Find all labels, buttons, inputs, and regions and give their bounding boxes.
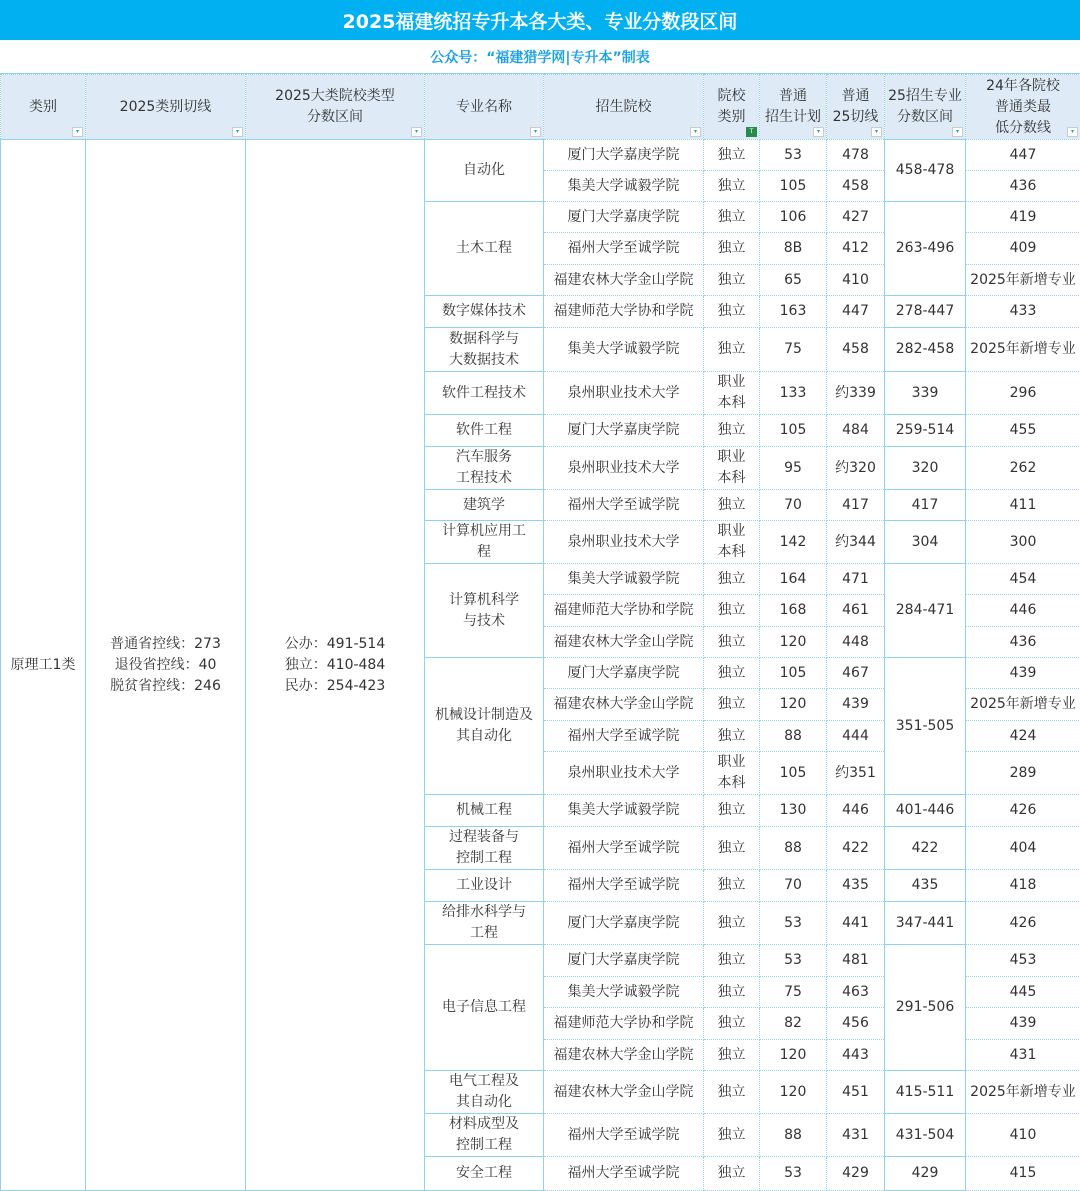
school-type-cell: 独立	[704, 945, 760, 977]
school-cell: 厦门大学嘉庚学院	[544, 658, 704, 689]
plan-count-cell: 106	[760, 202, 827, 233]
column-header-label: 2025大类院校类型 分数区间	[275, 88, 395, 125]
page-title: 2025福建统招专升本各大类、专业分数段区间	[0, 0, 1080, 41]
cutline-25-cell: 约351	[827, 752, 885, 795]
major-range-cell: 422	[885, 827, 966, 870]
min-score-24-cell: 419	[966, 202, 1080, 233]
min-score-24-cell: 296	[966, 372, 1080, 415]
major-range-cell: 339	[885, 372, 966, 415]
school-type-cell: 独立	[704, 233, 760, 265]
plan-count-cell: 163	[760, 296, 827, 328]
school-type-cell: 独立	[704, 689, 760, 721]
major-range-cell: 304	[885, 521, 966, 564]
major-name-cell: 机械工程	[425, 795, 544, 827]
major-name-cell: 安全工程	[425, 1157, 544, 1191]
school-cell: 福建农林大学金山学院	[544, 265, 704, 296]
plan-count-cell: 88	[760, 827, 827, 870]
min-score-24-cell: 424	[966, 721, 1080, 752]
school-cell: 厦门大学嘉庚学院	[544, 945, 704, 977]
plan-count-cell: 53	[760, 902, 827, 945]
major-name-cell: 汽车服务 工程技术	[425, 447, 544, 490]
column-header	[86, 75, 246, 140]
plan-count-cell: 164	[760, 564, 827, 595]
min-score-24-cell: 433	[966, 296, 1080, 328]
filter-dropdown-icon[interactable]: ▾	[1067, 127, 1078, 137]
plan-count-cell: 88	[760, 721, 827, 752]
plan-count-cell: 95	[760, 447, 827, 490]
cutline-25-cell: 约339	[827, 372, 885, 415]
major-range-cell: 278-447	[885, 296, 966, 328]
min-score-24-cell: 436	[966, 171, 1080, 202]
major-name-cell: 自动化	[425, 140, 544, 202]
major-range-cell: 284-471	[885, 564, 966, 658]
score-table	[0, 74, 1080, 1191]
major-name-cell: 电气工程及 其自动化	[425, 1071, 544, 1114]
min-score-24-cell: 2025年新增专业	[966, 1071, 1080, 1114]
school-type-cell: 独立	[704, 721, 760, 752]
school-cell: 福州大学至诚学院	[544, 233, 704, 265]
min-score-24-cell: 453	[966, 945, 1080, 977]
major-name-cell: 数字媒体技术	[425, 296, 544, 328]
school-type-cell: 独立	[704, 795, 760, 827]
min-score-24-cell: 262	[966, 447, 1080, 490]
major-range-cell: 458-478	[885, 140, 966, 202]
column-header	[246, 75, 425, 140]
school-cell: 福州大学至诚学院	[544, 870, 704, 902]
min-score-24-cell: 404	[966, 827, 1080, 870]
plan-count-cell: 70	[760, 870, 827, 902]
major-name-cell: 工业设计	[425, 870, 544, 902]
plan-count-cell: 105	[760, 752, 827, 795]
major-name-cell: 材料成型及 控制工程	[425, 1114, 544, 1157]
plan-count-cell: 75	[760, 328, 827, 372]
major-name-cell: 过程装备与 控制工程	[425, 827, 544, 870]
table-row	[1, 140, 1080, 171]
major-name-cell: 计算机应用工 程	[425, 521, 544, 564]
min-score-24-cell: 2025年新增专业	[966, 689, 1080, 721]
school-cell: 泉州职业技术大学	[544, 521, 704, 564]
school-type-cell: 独立	[704, 1071, 760, 1114]
filter-active-icon[interactable]: T	[746, 127, 757, 137]
major-name-cell: 给排水科学与 工程	[425, 902, 544, 945]
school-type-cell: 独立	[704, 1157, 760, 1191]
major-range-cell: 259-514	[885, 415, 966, 447]
major-range-cell: 435	[885, 870, 966, 902]
column-header-label: 2025类别切线	[120, 99, 212, 115]
cutline-25-cell: 417	[827, 490, 885, 521]
cutline-25-cell: 443	[827, 1040, 885, 1071]
filter-dropdown-icon[interactable]: ▾	[813, 127, 824, 137]
subtitle: 公众号：“福建猎学网|专升本”制表	[0, 41, 1080, 74]
plan-count-cell: 82	[760, 1008, 827, 1040]
school-type-cell: 职业 本科	[704, 447, 760, 490]
school-type-cell: 独立	[704, 202, 760, 233]
column-header-label: 25招生专业 分数区间	[888, 88, 962, 125]
column-header	[885, 75, 966, 140]
plan-count-cell: 120	[760, 1040, 827, 1071]
min-score-24-cell: 439	[966, 658, 1080, 689]
school-cell: 集美大学诚毅学院	[544, 328, 704, 372]
cutline-25-cell: 467	[827, 658, 885, 689]
school-cell: 福建农林大学金山学院	[544, 627, 704, 658]
school-type-cell: 独立	[704, 1008, 760, 1040]
school-type-cell: 职业 本科	[704, 752, 760, 795]
school-type-cell: 独立	[704, 977, 760, 1008]
filter-dropdown-icon[interactable]: ▾	[871, 127, 882, 137]
filter-dropdown-icon[interactable]: ▾	[72, 127, 83, 137]
min-score-24-cell: 411	[966, 490, 1080, 521]
school-type-cell: 独立	[704, 827, 760, 870]
school-type-cell: 独立	[704, 171, 760, 202]
cutline-25-cell: 458	[827, 328, 885, 372]
school-type-cell: 独立	[704, 902, 760, 945]
filter-dropdown-icon[interactable]: ▾	[952, 127, 963, 137]
cutline-25-cell: 456	[827, 1008, 885, 1040]
column-header	[544, 75, 704, 140]
plan-count-cell: 120	[760, 689, 827, 721]
major-range-cell: 417	[885, 490, 966, 521]
cutline-25-cell: 447	[827, 296, 885, 328]
school-type-cell: 独立	[704, 140, 760, 171]
plan-count-cell: 168	[760, 595, 827, 627]
school-cell: 厦门大学嘉庚学院	[544, 902, 704, 945]
major-name-cell: 建筑学	[425, 490, 544, 521]
cutline-25-cell: 478	[827, 140, 885, 171]
plan-count-cell: 75	[760, 977, 827, 1008]
school-cell: 福州大学至诚学院	[544, 1157, 704, 1191]
plan-count-cell: 8B	[760, 233, 827, 265]
school-type-cell: 独立	[704, 595, 760, 627]
major-range-cell: 320	[885, 447, 966, 490]
school-cell: 福州大学至诚学院	[544, 490, 704, 521]
plan-count-cell: 53	[760, 140, 827, 171]
school-type-cell: 独立	[704, 627, 760, 658]
major-name-cell: 机械设计制造及 其自动化	[425, 658, 544, 795]
cutline-25-cell: 471	[827, 564, 885, 595]
school-type-cell: 职业 本科	[704, 521, 760, 564]
column-header-label: 院校 类别	[718, 88, 746, 125]
school-type-range-cell: 公办：491-514 独立：410-484 民办：254-423	[246, 140, 425, 1191]
major-range-cell: 401-446	[885, 795, 966, 827]
min-score-24-cell: 446	[966, 595, 1080, 627]
column-header-label: 普通 招生计划	[765, 88, 821, 125]
min-score-24-cell: 289	[966, 752, 1080, 795]
plan-count-cell: 53	[760, 1157, 827, 1191]
major-name-cell: 软件工程	[425, 415, 544, 447]
min-score-24-cell: 454	[966, 564, 1080, 595]
category-cell: 原理工1类	[1, 140, 86, 1191]
major-name-cell: 电子信息工程	[425, 945, 544, 1071]
min-score-24-cell: 431	[966, 1040, 1080, 1071]
school-type-cell: 独立	[704, 490, 760, 521]
cutline-25-cell: 463	[827, 977, 885, 1008]
school-type-cell: 独立	[704, 658, 760, 689]
major-range-cell: 429	[885, 1157, 966, 1191]
school-type-cell: 独立	[704, 1040, 760, 1071]
cutline-25-cell: 427	[827, 202, 885, 233]
major-name-cell: 软件工程技术	[425, 372, 544, 415]
cutline-25-cell: 约344	[827, 521, 885, 564]
school-type-cell: 独立	[704, 564, 760, 595]
school-cell: 福州大学至诚学院	[544, 721, 704, 752]
cutline-25-cell: 458	[827, 171, 885, 202]
min-score-24-cell: 410	[966, 1114, 1080, 1157]
plan-count-cell: 88	[760, 1114, 827, 1157]
min-score-24-cell: 455	[966, 415, 1080, 447]
plan-count-cell: 130	[760, 795, 827, 827]
plan-count-cell: 120	[760, 1071, 827, 1114]
plan-count-cell: 105	[760, 658, 827, 689]
school-type-cell: 职业 本科	[704, 372, 760, 415]
cutline-25-cell: 435	[827, 870, 885, 902]
min-score-24-cell: 426	[966, 902, 1080, 945]
plan-count-cell: 70	[760, 490, 827, 521]
cutline-25-cell: 412	[827, 233, 885, 265]
min-score-24-cell: 418	[966, 870, 1080, 902]
plan-count-cell: 53	[760, 945, 827, 977]
major-range-cell: 263-496	[885, 202, 966, 296]
school-type-cell: 独立	[704, 870, 760, 902]
cutline-25-cell: 461	[827, 595, 885, 627]
column-header	[1, 75, 86, 140]
cutline-25-cell: 441	[827, 902, 885, 945]
school-type-cell: 独立	[704, 296, 760, 328]
major-range-cell: 351-505	[885, 658, 966, 795]
school-cell: 厦门大学嘉庚学院	[544, 415, 704, 447]
plan-count-cell: 105	[760, 415, 827, 447]
min-score-24-cell: 300	[966, 521, 1080, 564]
min-score-24-cell: 2025年新增专业	[966, 265, 1080, 296]
school-type-cell: 独立	[704, 265, 760, 296]
school-cell: 泉州职业技术大学	[544, 447, 704, 490]
school-type-cell: 独立	[704, 1114, 760, 1157]
major-name-cell: 数据科学与 大数据技术	[425, 328, 544, 372]
min-score-24-cell: 426	[966, 795, 1080, 827]
min-score-24-cell: 415	[966, 1157, 1080, 1191]
column-header-label: 24年各院校 普通类最 低分数线	[986, 78, 1060, 136]
column-header-label: 普通 25切线	[833, 88, 879, 125]
column-header	[966, 75, 1080, 140]
column-header-label: 招生院校	[596, 99, 652, 115]
category-cutline-cell: 普通省控线：273 退役省控线：40 脱贫省控线：246	[86, 140, 246, 1191]
school-cell: 集美大学诚毅学院	[544, 171, 704, 202]
major-range-cell: 431-504	[885, 1114, 966, 1157]
min-score-24-cell: 439	[966, 1008, 1080, 1040]
column-header-label: 类别	[29, 99, 57, 115]
school-cell: 福州大学至诚学院	[544, 827, 704, 870]
cutline-25-cell: 439	[827, 689, 885, 721]
cutline-25-cell: 446	[827, 795, 885, 827]
cutline-25-cell: 484	[827, 415, 885, 447]
min-score-24-cell: 409	[966, 233, 1080, 265]
school-cell: 泉州职业技术大学	[544, 372, 704, 415]
school-type-cell: 独立	[704, 415, 760, 447]
major-range-cell: 282-458	[885, 328, 966, 372]
cutline-25-cell: 451	[827, 1071, 885, 1114]
cutline-25-cell: 431	[827, 1114, 885, 1157]
plan-count-cell: 65	[760, 265, 827, 296]
school-type-cell: 独立	[704, 328, 760, 372]
cutline-25-cell: 429	[827, 1157, 885, 1191]
min-score-24-cell: 447	[966, 140, 1080, 171]
filter-dropdown-icon[interactable]: ▾	[232, 127, 243, 137]
major-name-cell: 土木工程	[425, 202, 544, 296]
min-score-24-cell: 2025年新增专业	[966, 328, 1080, 372]
major-range-cell: 347-441	[885, 902, 966, 945]
header-row	[1, 75, 1080, 140]
cutline-25-cell: 约320	[827, 447, 885, 490]
filter-dropdown-icon[interactable]: ▾	[411, 127, 422, 137]
cutline-25-cell: 422	[827, 827, 885, 870]
school-cell: 福州大学至诚学院	[544, 1114, 704, 1157]
min-score-24-cell: 436	[966, 627, 1080, 658]
column-header	[827, 75, 885, 140]
cutline-25-cell: 444	[827, 721, 885, 752]
school-cell: 集美大学诚毅学院	[544, 564, 704, 595]
filter-dropdown-icon[interactable]: ▾	[530, 127, 541, 137]
column-header-label: 专业名称	[456, 99, 512, 115]
major-range-cell: 415-511	[885, 1071, 966, 1114]
school-cell: 福建农林大学金山学院	[544, 1071, 704, 1114]
column-header	[704, 75, 760, 140]
school-cell: 泉州职业技术大学	[544, 752, 704, 795]
cutline-25-cell: 448	[827, 627, 885, 658]
cutline-25-cell: 481	[827, 945, 885, 977]
major-name-cell: 计算机科学 与技术	[425, 564, 544, 658]
school-cell: 福建农林大学金山学院	[544, 1040, 704, 1071]
cutline-25-cell: 410	[827, 265, 885, 296]
school-cell: 集美大学诚毅学院	[544, 977, 704, 1008]
plan-count-cell: 105	[760, 171, 827, 202]
school-cell: 集美大学诚毅学院	[544, 795, 704, 827]
column-header	[760, 75, 827, 140]
plan-count-cell: 133	[760, 372, 827, 415]
school-cell: 厦门大学嘉庚学院	[544, 140, 704, 171]
school-cell: 福建农林大学金山学院	[544, 689, 704, 721]
plan-count-cell: 142	[760, 521, 827, 564]
school-cell: 厦门大学嘉庚学院	[544, 202, 704, 233]
school-cell: 福建师范大学协和学院	[544, 1008, 704, 1040]
filter-dropdown-icon[interactable]: ▾	[690, 127, 701, 137]
school-cell: 福建师范大学协和学院	[544, 595, 704, 627]
school-cell: 福建师范大学协和学院	[544, 296, 704, 328]
major-range-cell: 291-506	[885, 945, 966, 1071]
column-header	[425, 75, 544, 140]
min-score-24-cell: 445	[966, 977, 1080, 1008]
plan-count-cell: 120	[760, 627, 827, 658]
